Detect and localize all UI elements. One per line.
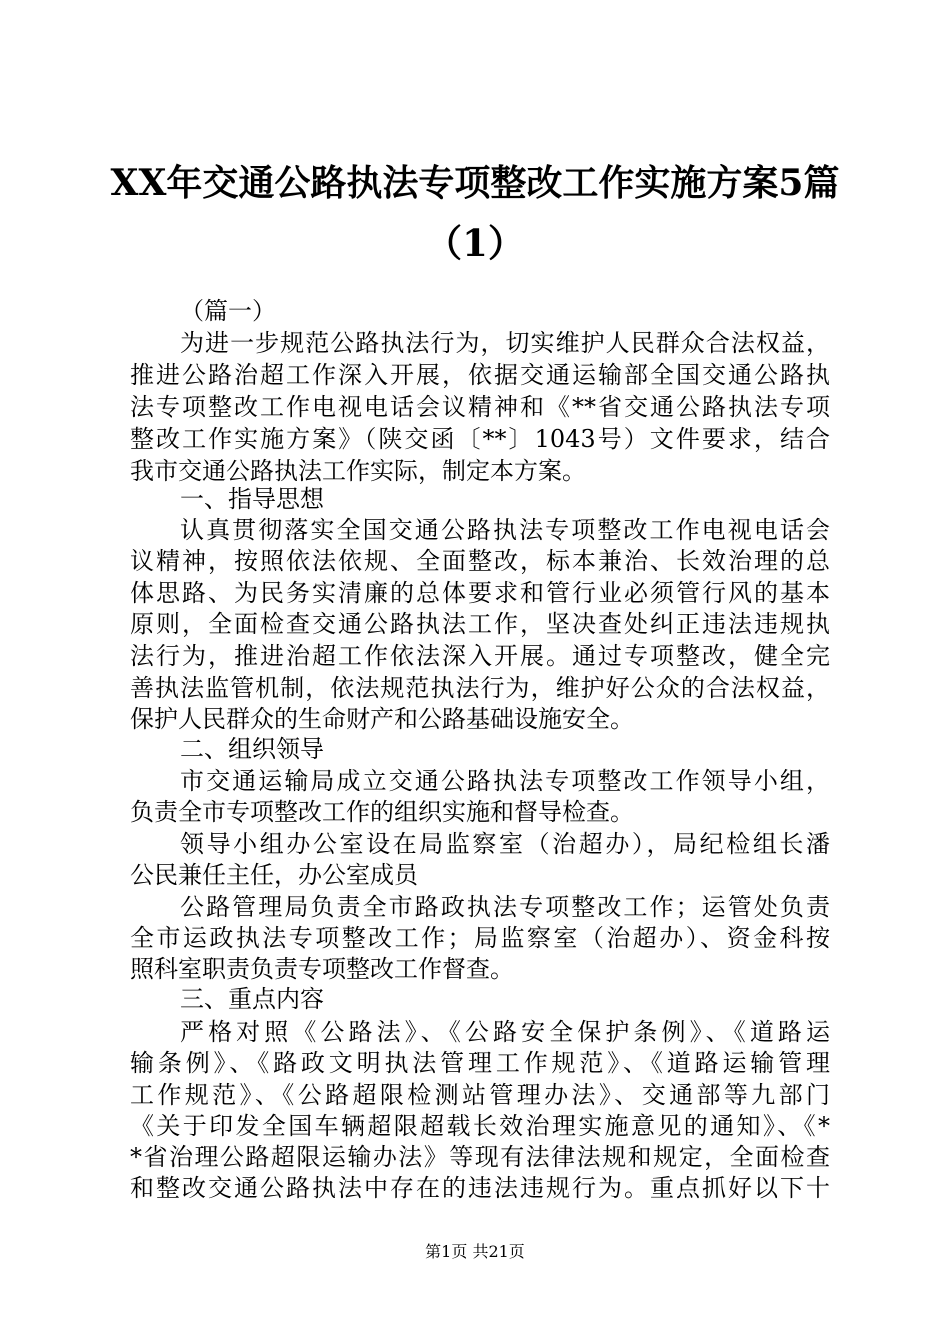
body-line: 领导小组办公室设在局监察室（治超办），局纪检组长潘 [180,830,830,858]
body-line: 法专项整改工作电视电话会议精神和《**省交通公路执法专项 [130,393,830,421]
body-line: 负责全市专项整改工作的组织实施和督导检查。 [130,798,634,826]
body-line: 保护人民群众的生命财产和公路基础设施安全。 [130,705,634,733]
body-line: 严格对照《公路法》、《公路安全保护条例》、《道路运 [180,1018,830,1046]
body-line: 整改工作实施方案》（陕交函〔**〕1043号）文件要求，结合 [130,425,830,453]
body-line: 输条例》、《路政文明执法管理工作规范》、《道路运输管理 [130,1049,830,1077]
section-label-part-one: （篇一） [180,297,276,325]
body-line: *省治理公路超限运输办法》等现有法律法规和规定，全面检查 [130,1143,830,1171]
body-line: 我市交通公路执法工作实际，制定本方案。 [130,457,586,485]
document-title-line-2: （1） [425,221,525,265]
body-line: 法行为，推进治超工作依法深入开展。通过专项整改，健全完 [130,642,830,670]
section-heading-organization: 二、组织领导 [180,735,324,763]
body-line: 原则，全面检查交通公路执法工作，坚决查处纠正违法违规执 [130,610,830,638]
body-line: 体思路、为民务实清廉的总体要求和管行业必须管行风的基本 [130,579,830,607]
body-line: 市交通运输局成立交通公路执法专项整改工作领导小组， [180,767,830,795]
body-line: 照科室职责负责专项整改工作督查。 [130,955,514,983]
body-line: 善执法监管机制，依法规范执法行为，维护好公众的合法权益， [130,674,830,702]
body-line: 工作规范》、《公路超限检测站管理办法》、交通部等九部门 [130,1081,830,1109]
body-line: 议精神，按照依法依规、全面整改，标本兼治、长效治理的总 [130,547,830,575]
body-line: 和整改交通公路执法中存在的违法违规行为。重点抓好以下十 [130,1174,830,1202]
page-number-footer: 第1页 共21页 [425,1242,525,1261]
section-heading-guiding-ideology: 一、指导思想 [180,485,324,513]
body-line: 推进公路治超工作深入开展，依据交通运输部全国交通公路执 [130,361,830,389]
section-heading-key-content: 三、重点内容 [180,985,324,1013]
body-line: 《关于印发全国车辆超限超载长效治理实施意见的通知》、《* [130,1112,830,1140]
document-title-line-1: XX年交通公路执法专项整改工作实施方案5篇 [110,162,840,204]
body-line: 全市运政执法专项整改工作；局监察室（治超办）、资金科按 [130,924,830,952]
body-line: 公路管理局负责全市路政执法专项整改工作；运管处负责 [180,893,830,921]
body-line: 认真贯彻落实全国交通公路执法专项整改工作电视电话会 [180,516,830,544]
body-line: 公民兼任主任，办公室成员 [130,861,418,889]
body-line: 为进一步规范公路执法行为，切实维护人民群众合法权益， [180,329,830,357]
